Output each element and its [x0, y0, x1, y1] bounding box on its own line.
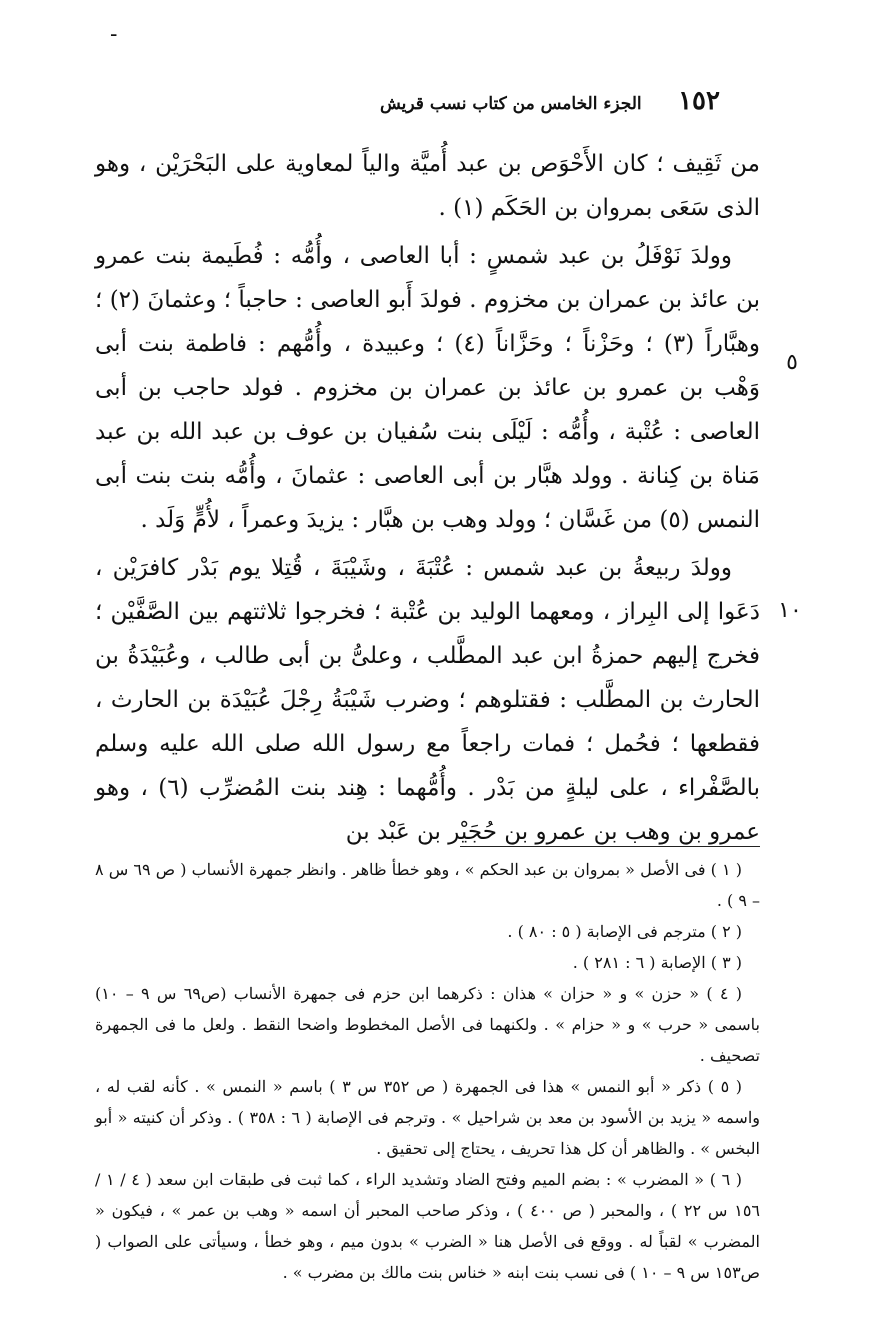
footnote-4: ( ٤ ) « حزن » و « حزان » هذان : ذكرهما ابن حزم فى جمهرة الأنساب (ص٦٩ س ٩ – ١٠) باسمى « حرب » و « حزام » . ولكنهما فى الأصل المخطوط واضحا النقط . ولعل ما فى الجمهرة تصحيف .: [95, 984, 760, 1065]
running-title: الجزء الخامس من كتاب نسب قريش: [380, 94, 642, 114]
footnotes: [95, 854, 760, 1288]
page-header: [260, 86, 720, 122]
footnote-divider: [460, 846, 760, 847]
page-number: ١٥٢: [678, 86, 720, 116]
footnote-2: ( ٢ ) مترجم فى الإصابة ( ٥ : ٨٠ ) .: [507, 922, 742, 941]
line-number-10: ١٠: [778, 598, 802, 623]
paragraph: وولدَ ربيعةُ بن عبد شمس : عُتْبَةَ ، وشَيْبَةَ ، قُتِلا يوم بَدْر كافرَيْن ، دَعَوا إلى البِراز ، ومعهما الوليد بن عُتْبة ؛ فخرجوا ثلاثتهم بين الصَّفَّيْن ؛ فخرج إليهم حمزةُ ابن عبد المطَّلب ، وعلىُّ بن أبى طالب ، وعُبَيْدَةُ بن الحارث بن المطَّلب : فقتلوهم ؛ وضرب شَيْبَةُ رِجْلَ عُبَيْدَة بن الحارث ، فقطعها ؛ فحُمل ؛ فمات راجعاً مع رسول الله صلى الله عليه وسلم بالصَّفْراء ، على ليلةٍ من بَدْر . وأُمُّهما : هِند بنت المُضرِّب (٦) ، وهو عمرو بن وهب بن عمرو بن حُجَيْر بن عَبْد بن: [95, 555, 761, 845]
footnote-5: ( ٥ ) ذكر « أبو النمس » هذا فى الجمهرة ( ص ٣٥٢ س ٣ ) باسم « النمس » . كأنه لقب له ، واسمه « يزيد بن الأسود بن معد بن شراحيل » . وترجم فى الإصابة ( ٦ : ٣٥٨ ) . وذكر أن كنيته « أبو البخس » . والظاهر أن كل هذا تحريف ، يحتاج إلى تحقيق .: [95, 1077, 761, 1158]
footnote-3: ( ٣ ) الإصابة ( ٦ : ٢٨١ ) .: [572, 953, 742, 972]
main-text: [95, 142, 760, 858]
paragraph: وولدَ نَوْفَلُ بن عبد شمسٍ : أبا العاصى ، وأُمُّه : فُطَيمة بنت عمرو بن عائذ بن عمران بن مخزوم . فولدَ أَبو العاصى : حاجباً ؛ وعثمانَ (٢) ؛ وهبَّاراً (٣) ؛ وحَزْناً ؛ وحَزَّاناً (٤) ؛ وعبيدة ، وأُمُّهم : فاطمة بنت أبى وَهْب بن عمرو بن عائذ بن عمران بن مخزوم . فولد حاجب بن أبى العاصى : عُتْبة ، وأُمُّه : لَيْلَى بنت سُفيان بن عوف بن عبد الله بن عبد مَناة بن كِنانة . وولد هبَّار بن أبى العاصى : عثمانَ ، وأُمُّه بنت بنت أبى النمس (٥) من غَسَّان ؛ وولد وهب بن هبَّار : يزيدَ وعمراً ، لأُمٍّ وَلَد .: [95, 243, 760, 533]
page-mark: -: [110, 22, 118, 47]
footnote-6: ( ٦ ) « المضرب » : بضم الميم وفتح الضاد وتشديد الراء ، كما ثبت فى طبقات ابن سعد ( ٤ / ١ / ١٥٦ س ٢٢ ) ، والمحبر ( ص ٤٠٠ ) ، وذكر صاحب المحبر أن اسمه « وهب بن عمر » ، فيكون « المضرب » لقباً له . ووقع فى الأصل هنا « الضرب » بدون ميم ، وهو خطأ ، وسيأتى على الصواب ( ص١٥٣ س ٩ – ١٠ ) فى نسب بنت ابنه « خناس بنت مالك بن مضرب » .: [95, 1170, 761, 1282]
line-number-5: ٥: [786, 350, 798, 375]
footnote-1: ( ١ ) فى الأصل « بمروان بن عبد الحكم » ، وهو خطأ ظاهر . وانظر جمهرة الأنساب ( ص ٦٩ س ٨ – ٩ ) .: [95, 860, 760, 910]
paragraph: من ثَقِيف ؛ كان الأَحْوَص بن عبد أُميَّة والياً لمعاوية على البَحْرَيْن ، وهو الذى سَعَى بمروان بن الحَكَم (١) .: [95, 151, 760, 221]
